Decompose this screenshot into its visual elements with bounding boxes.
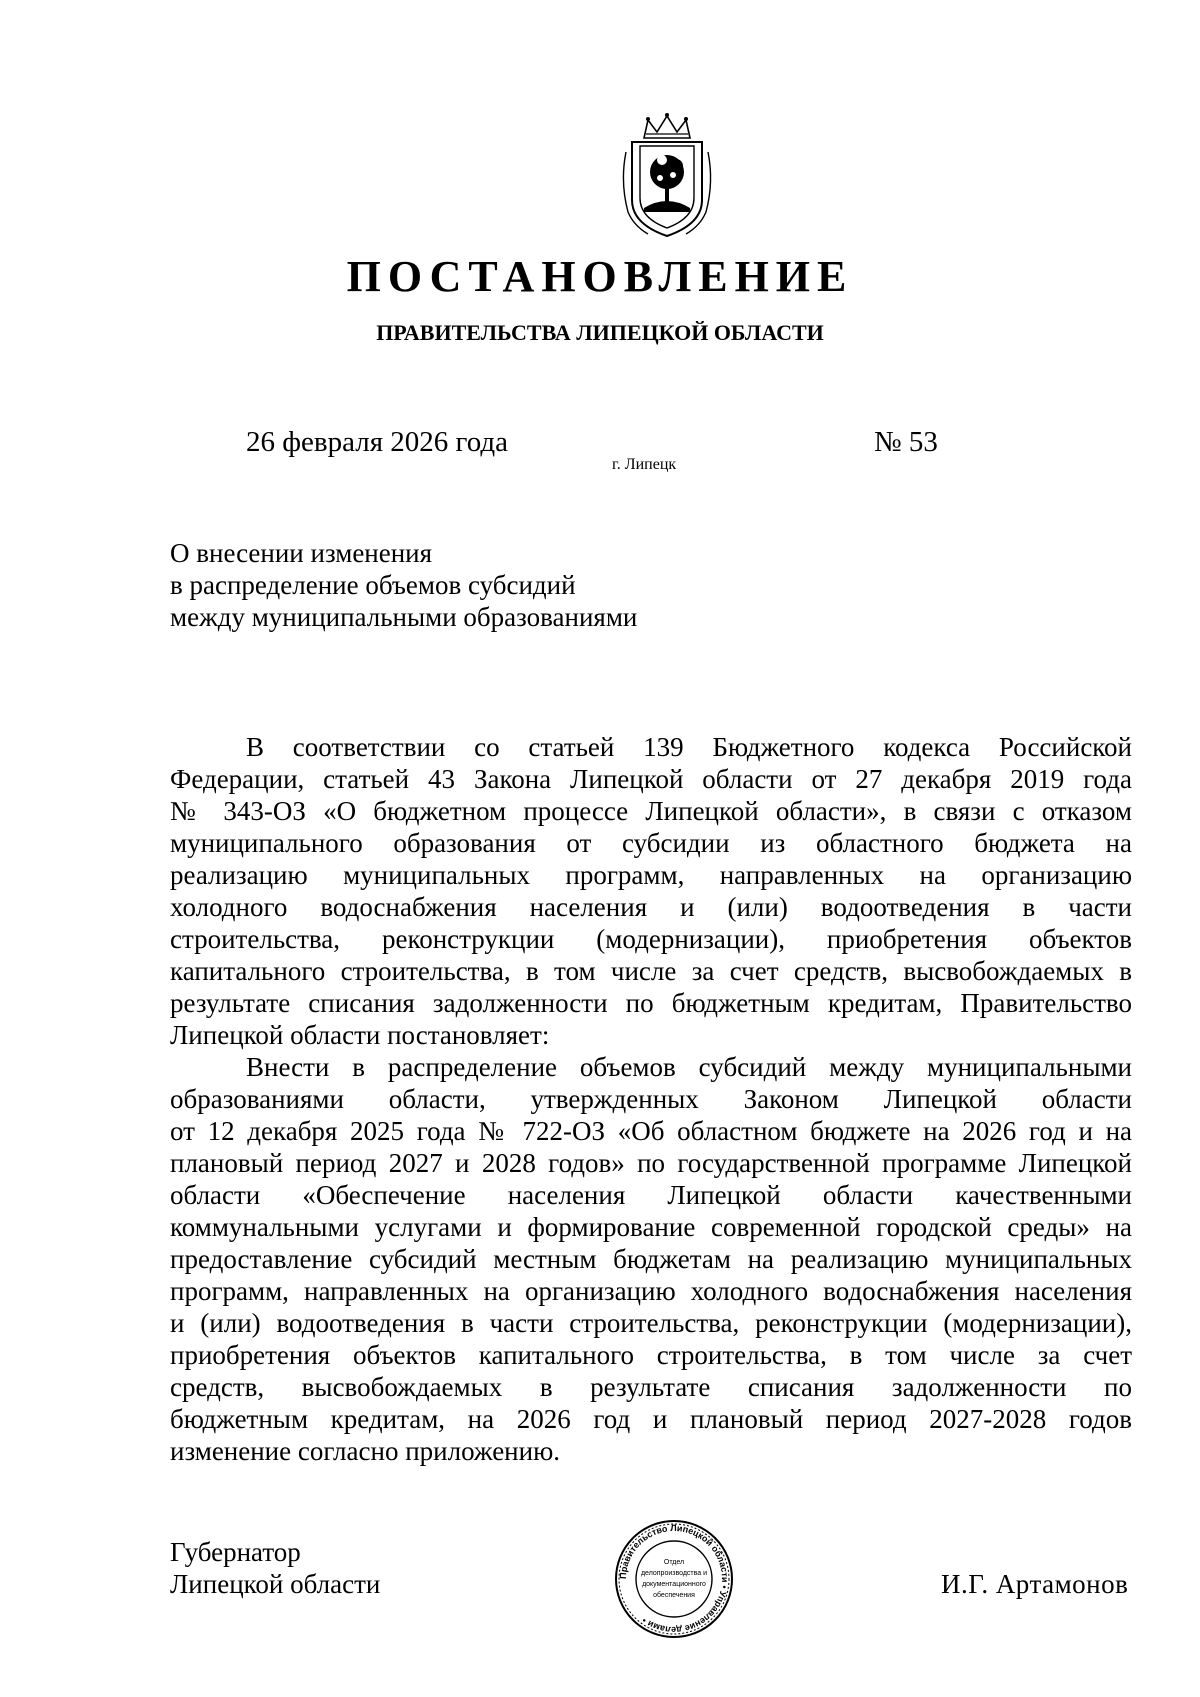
body-line: результате списания задолженности по бюджетным кредитам, Правительство <box>170 988 1132 1018</box>
signatory-position-line: Губернатор <box>170 1537 301 1567</box>
body-line: реализацию муниципальных программ, направленных на организацию <box>170 860 1132 890</box>
document-date: 26 февраля 2026 года <box>246 426 509 458</box>
body-line: Федерации, статьей 43 Закона Липецкой области от 27 декабря 2019 года <box>170 764 1132 794</box>
stamp-outer-text: Правительство Липецкой области • Управление делами • <box>617 1522 731 1636</box>
document-subject <box>170 537 637 633</box>
document-title: ПОСТАНОВЛЕНИЕ <box>346 252 854 301</box>
coat-of-arms-emblem <box>614 112 720 240</box>
signatory-position <box>170 1536 380 1600</box>
stamp-inner-line: обеспечения <box>653 1592 695 1599</box>
body-line: Внести в распределение объемов субсидий между муниципальными <box>246 1052 1132 1082</box>
body-line: № 343-ОЗ «О бюджетном процессе Липецкой области», в связи с отказом <box>170 796 1132 826</box>
body-line: бюджетным кредитам, на 2026 год и плановый период 2027-2028 годов <box>170 1404 1132 1434</box>
document-number: № 53 <box>874 426 938 458</box>
body-line: области «Обеспечение населения Липецкой области качественными <box>170 1180 1132 1210</box>
paragraph-1 <box>170 731 1132 1051</box>
stamp-inner-line: документационного <box>642 1581 706 1588</box>
body-line: приобретения объектов капитального строительства, в том числе за счет <box>170 1340 1132 1370</box>
paragraph-2 <box>170 1051 1132 1467</box>
body-line: изменение согласно приложению. <box>170 1436 560 1466</box>
subject-line: О внесении изменения <box>170 538 433 568</box>
body-line: коммунальными услугами и формирование современной городской среды» на <box>170 1212 1132 1242</box>
official-stamp <box>613 1518 735 1640</box>
body-line: строительства, реконструкции (модернизации), приобретения объектов <box>170 924 1132 954</box>
body-line: Липецкой области постановляет: <box>170 1020 550 1050</box>
body-line: программ, направленных на организацию холодного водоснабжения населения <box>170 1276 1132 1306</box>
stamp-inner-line: Отдел <box>663 1559 685 1566</box>
body-line: средств, высвобождаемых в результате списания задолженности по <box>170 1372 1132 1402</box>
body-line: В соответствии со статьей 139 Бюджетного кодекса Российской <box>246 732 1132 762</box>
signatory-name: И.Г. Артамонов <box>941 1569 1129 1599</box>
body-line: и (или) водоотведения в части строительства, реконструкции (модернизации), <box>170 1308 1132 1338</box>
body-line: от 12 декабря 2025 года № 722-ОЗ «Об областном бюджете на 2026 год и на <box>170 1116 1132 1146</box>
body-line: муниципального образования от субсидии из областного бюджета на <box>170 828 1132 858</box>
body-line: плановый период 2027 и 2028 годов» по государственной программе Липецкой <box>170 1148 1132 1178</box>
document-subtitle: ПРАВИТЕЛЬСТВА ЛИПЕЦКОЙ ОБЛАСТИ <box>376 320 824 345</box>
signatory-position-line: Липецкой области <box>170 1569 381 1599</box>
subject-line: в распределение объемов субсидий <box>170 570 576 600</box>
body-line: капитального строительства, в том числе за счет средств, высвобождаемых в <box>170 956 1132 986</box>
body-line: образованиями области, утвержденных Законом Липецкой области <box>170 1084 1132 1114</box>
svg-text:Правительство Липецкой области <box>618 1523 730 1635</box>
body-line: холодного водоснабжения населения и (или) водоотведения в части <box>170 892 1132 922</box>
document-body <box>170 731 1132 1467</box>
subject-line: между муниципальными образованиями <box>170 602 638 632</box>
body-line: предоставление субсидий местным бюджетам на реализацию муниципальных <box>170 1244 1132 1274</box>
document-city: г. Липецк <box>612 456 677 473</box>
stamp-inner-line: делопроизводства и <box>640 1570 708 1577</box>
